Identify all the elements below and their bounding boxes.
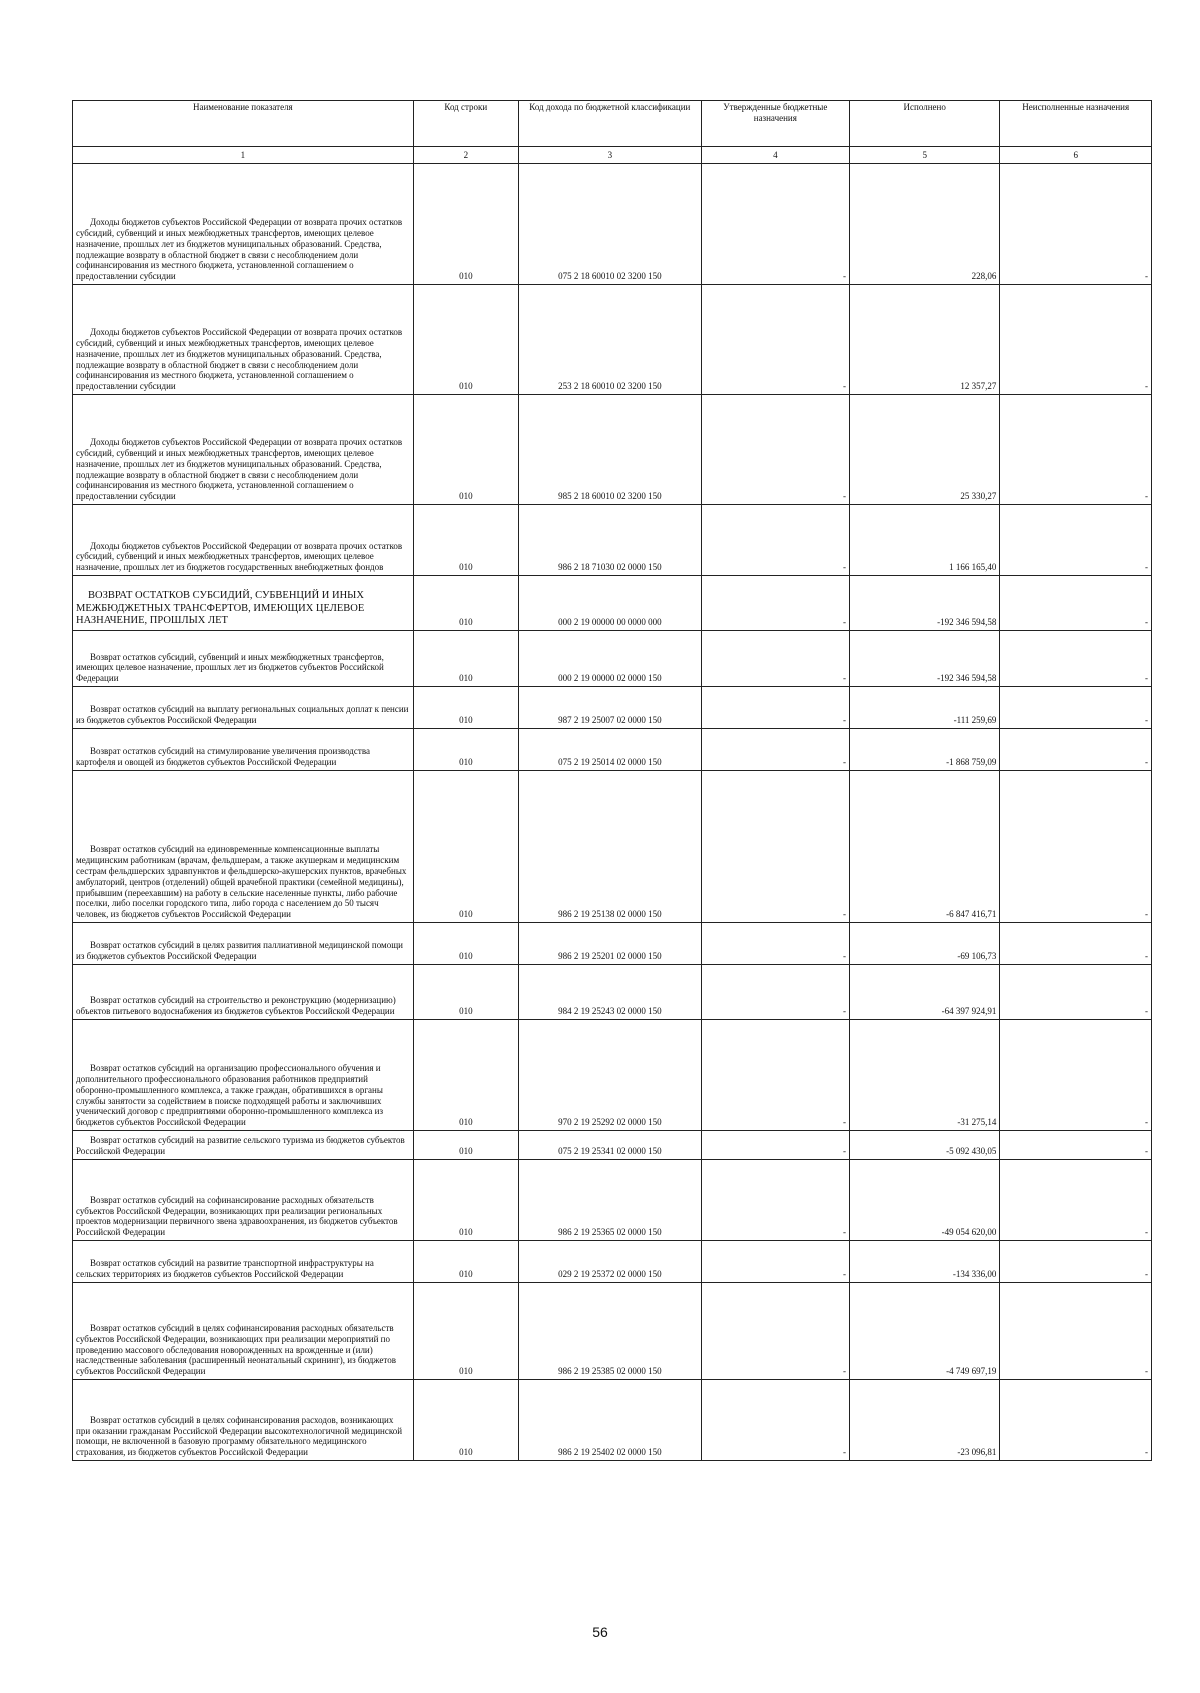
indicator-name: Возврат остатков субсидий на софинансирование расходных обязательств субъектов Российской Федерации, возникающих при реализации региональных проектов модернизации первичного звена здравоохранения, из бюджетов субъектов Российской Федерации [73,1160,414,1241]
unexecuted-amount: - [1000,923,1152,965]
table-row [73,631,1152,687]
executed-amount: -134 336,00 [849,1241,999,1283]
line-code: 010 [413,1020,518,1131]
line-code: 010 [413,687,518,729]
table-row [73,505,1152,576]
line-code: 010 [413,923,518,965]
income-classification-code: 075 2 19 25341 02 0000 150 [518,1131,701,1160]
indicator-name: Возврат остатков субсидий на выплату региональных социальных доплат к пенсии из бюджетов субъектов Российской Федерации [73,687,414,729]
income-classification-code: 000 2 19 00000 00 0000 000 [518,576,701,631]
header-row [73,101,1152,147]
line-code: 010 [413,1241,518,1283]
income-classification-code: 075 2 18 60010 02 3200 150 [518,164,701,285]
indicator-name: Возврат остатков субсидий в целях софинансирования расходов, возникающих при оказании гражданам Российской Федерации высокотехнологичной медицинской помощи, не включенной в базовую программу обязательного медицинского страхования, из бюджетов субъектов Российской Федерации [73,1380,414,1461]
executed-amount: -1 868 759,09 [849,729,999,771]
header-name: Наименование показателя [73,101,414,147]
approved-amount: - [701,1020,849,1131]
executed-amount: -192 346 594,58 [849,631,999,687]
column-number: 1 [73,147,414,164]
indicator-name: Доходы бюджетов субъектов Российской Федерации от возврата прочих остатков субсидий, субвенций и иных межбюджетных трансфертов, имеющих целевое назначение, прошлых лет из бюджетов муниципальных образований. Средства, подлежащие возврату в областной бюджет в связи с несоблюдением доли софинансирования из местного бюджета, установленной соглашением о предоставлении субсидии [73,164,414,285]
income-classification-code: 986 2 19 25402 02 0000 150 [518,1380,701,1461]
line-code: 010 [413,1380,518,1461]
unexecuted-amount: - [1000,1160,1152,1241]
indicator-name: Возврат остатков субсидий на единовременные компенсационные выплаты медицинским работникам (врачам, фельдшерам, а также акушеркам и медицинским сестрам фельдшерских здравпунктов и фельдшерско-акушерских пунктов, врачебных амбулаторий, центров (отделений) общей врачебной практики (семейной медицины), прибывшим (переехавшим) на работу в сельские населенные пункты, либо рабочие поселки, либо поселки городского типа, либо города с населением до 50 тысяч человек, из бюджетов субъектов Российской Федерации [73,771,414,923]
line-code: 010 [413,771,518,923]
table-row [73,1131,1152,1160]
table-row [73,923,1152,965]
header-income-code: Код дохода по бюджетной классификации [518,101,701,147]
income-classification-code: 984 2 19 25243 02 0000 150 [518,965,701,1020]
unexecuted-amount: - [1000,285,1152,395]
indicator-name: Доходы бюджетов субъектов Российской Федерации от возврата прочих остатков субсидий, субвенций и иных межбюджетных трансфертов, имеющих целевое назначение, прошлых лет из бюджетов государственных внебюджетных фондов [73,505,414,576]
executed-amount: 1 166 165,40 [849,505,999,576]
approved-amount: - [701,1131,849,1160]
column-number: 2 [413,147,518,164]
table-row [73,771,1152,923]
unexecuted-amount: - [1000,164,1152,285]
line-code: 010 [413,164,518,285]
unexecuted-amount: - [1000,729,1152,771]
indicator-name: Возврат остатков субсидий на организацию профессионального обучения и дополнительного профессионального образования работников предприятий оборонно-промышленного комплекса, а также граждан, обратившихся в органы службы занятости за содействием в поиске подходящей работы и заключивших ученический договор с предприятиями оборонно-промышленного комплекса из бюджетов субъектов Российской Федерации [73,1020,414,1131]
line-code: 010 [413,1131,518,1160]
executed-amount: -23 096,81 [849,1380,999,1461]
unexecuted-amount: - [1000,965,1152,1020]
executed-amount: 228,06 [849,164,999,285]
approved-amount: - [701,1283,849,1380]
table-row [73,1380,1152,1461]
income-classification-code: 985 2 18 60010 02 3200 150 [518,395,701,505]
approved-amount: - [701,395,849,505]
unexecuted-amount: - [1000,687,1152,729]
line-code: 010 [413,1160,518,1241]
table-row [73,395,1152,505]
executed-amount: -64 397 924,91 [849,965,999,1020]
indicator-name: Доходы бюджетов субъектов Российской Федерации от возврата прочих остатков субсидий, субвенций и иных межбюджетных трансфертов, имеющих целевое назначение, прошлых лет из бюджетов муниципальных образований. Средства, подлежащие возврату в областной бюджет в связи с несоблюдением доли софинансирования из местного бюджета, установленной соглашением о предоставлении субсидии [73,285,414,395]
indicator-name: Возврат остатков субсидий в целях софинансирования расходных обязательств субъектов Российской Федерации, возникающих при реализации мероприятий по проведению массового обследования новорожденных на врожденные и (или) наследственные заболевания (расширенный неонатальный скрининг), из бюджетов субъектов Российской Федерации [73,1283,414,1380]
header-approved: Утвержденные бюджетные назначения [701,101,849,147]
table-row [73,729,1152,771]
approved-amount: - [701,771,849,923]
indicator-name: ВОЗВРАТ ОСТАТКОВ СУБСИДИЙ, СУБВЕНЦИЙ И ИНЫХ МЕЖБЮДЖЕТНЫХ ТРАНСФЕРТОВ, ИМЕЮЩИХ ЦЕЛЕВОЕ НАЗНАЧЕНИЕ, ПРОШЛЫХ ЛЕТ [73,576,414,631]
unexecuted-amount: - [1000,1241,1152,1283]
executed-amount: -31 275,14 [849,1020,999,1131]
line-code: 010 [413,576,518,631]
column-number: 5 [849,147,999,164]
page-number: 56 [592,1624,608,1640]
approved-amount: - [701,1241,849,1283]
income-classification-code: 253 2 18 60010 02 3200 150 [518,285,701,395]
income-classification-code: 986 2 19 25385 02 0000 150 [518,1283,701,1380]
line-code: 010 [413,965,518,1020]
income-classification-code: 986 2 19 25365 02 0000 150 [518,1160,701,1241]
table-row [73,164,1152,285]
income-classification-code: 987 2 19 25007 02 0000 150 [518,687,701,729]
indicator-name: Возврат остатков субсидий, субвенций и иных межбюджетных трансфертов, имеющих целевое назначение, прошлых лет из бюджетов субъектов Российской Федерации [73,631,414,687]
approved-amount: - [701,729,849,771]
table-body [73,164,1152,1461]
unexecuted-amount: - [1000,576,1152,631]
income-classification-code: 986 2 19 25138 02 0000 150 [518,771,701,923]
income-classification-code: 986 2 18 71030 02 0000 150 [518,505,701,576]
executed-amount: -192 346 594,58 [849,576,999,631]
table-row [73,1020,1152,1131]
table-row [73,1241,1152,1283]
table-row [73,687,1152,729]
table-row [73,1160,1152,1241]
income-classification-code: 075 2 19 25014 02 0000 150 [518,729,701,771]
line-code: 010 [413,1283,518,1380]
executed-amount: 12 357,27 [849,285,999,395]
indicator-name: Доходы бюджетов субъектов Российской Федерации от возврата прочих остатков субсидий, субвенций и иных межбюджетных трансфертов, имеющих целевое назначение, прошлых лет из бюджетов муниципальных образований. Средства, подлежащие возврату в областной бюджет в связи с несоблюдением доли софинансирования из местного бюджета, установленной соглашением о предоставлении субсидии [73,395,414,505]
table-row [73,965,1152,1020]
executed-amount: -4 749 697,19 [849,1283,999,1380]
column-number: 6 [1000,147,1152,164]
income-classification-code: 970 2 19 25292 02 0000 150 [518,1020,701,1131]
income-classification-code: 000 2 19 00000 02 0000 150 [518,631,701,687]
approved-amount: - [701,1380,849,1461]
line-code: 010 [413,505,518,576]
approved-amount: - [701,965,849,1020]
approved-amount: - [701,923,849,965]
indicator-name: Возврат остатков субсидий на развитие сельского туризма из бюджетов субъектов Российской Федерации [73,1131,414,1160]
table-row [73,285,1152,395]
unexecuted-amount: - [1000,1131,1152,1160]
budget-table [72,100,1152,1461]
line-code: 010 [413,285,518,395]
approved-amount: - [701,505,849,576]
approved-amount: - [701,285,849,395]
approved-amount: - [701,687,849,729]
unexecuted-amount: - [1000,631,1152,687]
line-code: 010 [413,729,518,771]
line-code: 010 [413,395,518,505]
column-number-row [73,147,1152,164]
income-classification-code: 029 2 19 25372 02 0000 150 [518,1241,701,1283]
unexecuted-amount: - [1000,1283,1152,1380]
approved-amount: - [701,631,849,687]
indicator-name: Возврат остатков субсидий на развитие транспортной инфраструктуры на сельских территориях из бюджетов субъектов Российской Федерации [73,1241,414,1283]
header-executed: Исполнено [849,101,999,147]
column-number: 3 [518,147,701,164]
indicator-name: Возврат остатков субсидий на строительство и реконструкцию (модернизацию) объектов питьевого водоснабжения из бюджетов субъектов Российской Федерации [73,965,414,1020]
indicator-name: Возврат остатков субсидий на стимулирование увеличения производства картофеля и овощей из бюджетов субъектов Российской Федерации [73,729,414,771]
table-row [73,576,1152,631]
header-line-code: Код строки [413,101,518,147]
executed-amount: -111 259,69 [849,687,999,729]
unexecuted-amount: - [1000,771,1152,923]
approved-amount: - [701,576,849,631]
income-classification-code: 986 2 19 25201 02 0000 150 [518,923,701,965]
approved-amount: - [701,164,849,285]
unexecuted-amount: - [1000,1020,1152,1131]
unexecuted-amount: - [1000,1380,1152,1461]
header-unexecuted: Неисполненные назначения [1000,101,1152,147]
executed-amount: -69 106,73 [849,923,999,965]
executed-amount: -5 092 430,05 [849,1131,999,1160]
table-row [73,1283,1152,1380]
indicator-name: Возврат остатков субсидий в целях развития паллиативной медицинской помощи из бюджетов субъектов Российской Федерации [73,923,414,965]
executed-amount: -49 054 620,00 [849,1160,999,1241]
executed-amount: -6 847 416,71 [849,771,999,923]
executed-amount: 25 330,27 [849,395,999,505]
column-number: 4 [701,147,849,164]
approved-amount: - [701,1160,849,1241]
unexecuted-amount: - [1000,505,1152,576]
line-code: 010 [413,631,518,687]
unexecuted-amount: - [1000,395,1152,505]
